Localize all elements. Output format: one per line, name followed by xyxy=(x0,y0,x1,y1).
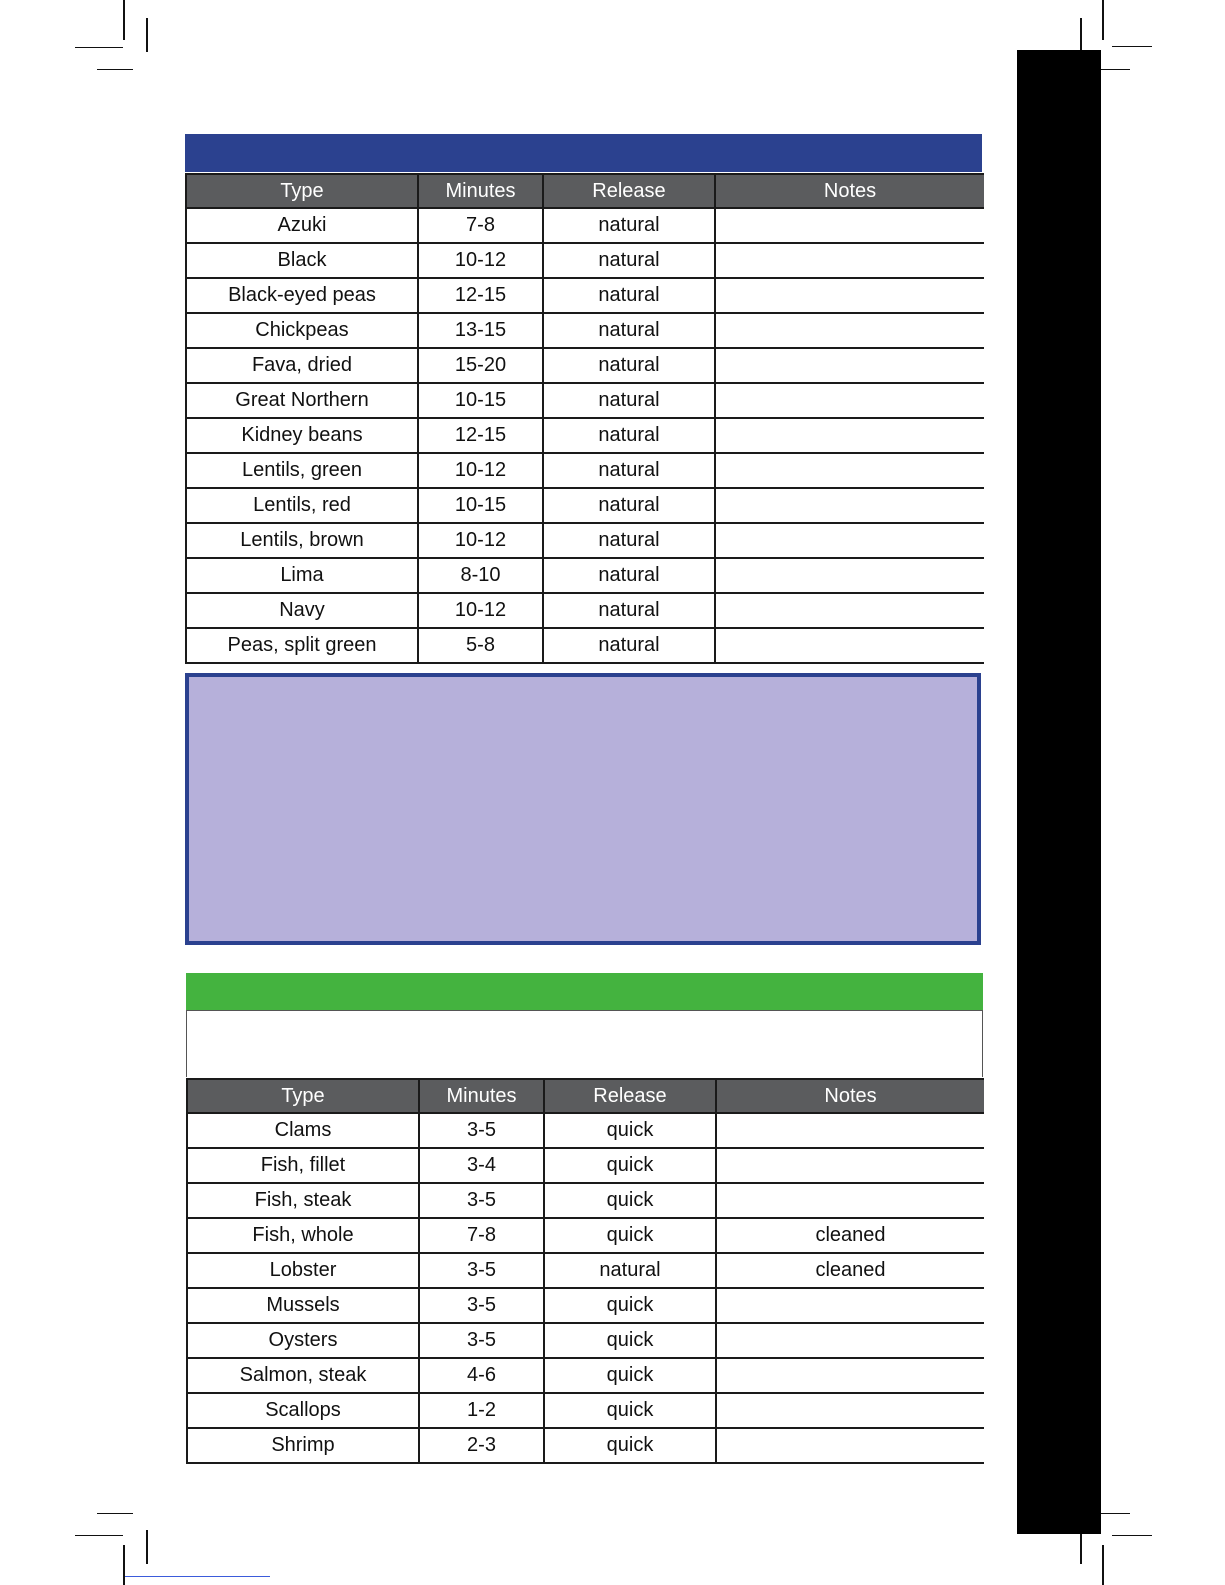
cell-release: quick xyxy=(544,1113,716,1148)
cell-type: Fava, dried xyxy=(186,348,418,383)
cell-notes xyxy=(715,383,984,418)
cell-minutes: 7-8 xyxy=(418,208,543,243)
cell-notes xyxy=(715,348,984,383)
cell-notes xyxy=(716,1113,984,1148)
cell-release: natural xyxy=(543,558,715,593)
cell-type: Peas, split green xyxy=(186,628,418,663)
column-header-release: Release xyxy=(543,174,715,208)
cell-notes xyxy=(715,628,984,663)
cell-type: Lima xyxy=(186,558,418,593)
cell-release: natural xyxy=(544,1253,716,1288)
cell-type: Lentils, red xyxy=(186,488,418,523)
cell-minutes: 3-5 xyxy=(419,1113,544,1148)
cell-release: natural xyxy=(543,383,715,418)
cell-type: Chickpeas xyxy=(186,313,418,348)
table-row xyxy=(187,1253,984,1288)
table-row xyxy=(187,1113,984,1148)
cell-type: Fish, whole xyxy=(187,1218,419,1253)
cell-notes xyxy=(715,453,984,488)
cell-release: quick xyxy=(544,1148,716,1183)
cell-notes: cleaned xyxy=(716,1253,984,1288)
cell-notes xyxy=(716,1288,984,1323)
table-row xyxy=(187,1148,984,1183)
cell-release: natural xyxy=(543,243,715,278)
column-header-minutes: Minutes xyxy=(418,174,543,208)
cell-minutes: 15-20 xyxy=(418,348,543,383)
cell-minutes: 5-8 xyxy=(418,628,543,663)
column-header-notes: Notes xyxy=(715,174,984,208)
crop-mark xyxy=(1112,1535,1152,1536)
table-row xyxy=(186,453,984,488)
cell-notes xyxy=(715,313,984,348)
cell-notes xyxy=(715,278,984,313)
cell-notes xyxy=(716,1148,984,1183)
table-row xyxy=(186,278,984,313)
cell-type: Navy xyxy=(186,593,418,628)
table-row xyxy=(186,628,984,663)
crop-mark xyxy=(75,47,123,48)
cell-release: natural xyxy=(543,628,715,663)
crop-mark xyxy=(1080,1530,1082,1564)
seafood-table xyxy=(186,1078,984,1464)
crop-mark xyxy=(75,1535,123,1536)
cell-type: Great Northern xyxy=(186,383,418,418)
cell-type: Lentils, brown xyxy=(186,523,418,558)
table-row xyxy=(187,1393,984,1428)
cell-release: natural xyxy=(543,593,715,628)
cell-type: Salmon, steak xyxy=(187,1358,419,1393)
cell-type: Fish, fillet xyxy=(187,1148,419,1183)
cell-notes xyxy=(715,243,984,278)
cell-minutes: 8-10 xyxy=(418,558,543,593)
cell-minutes: 1-2 xyxy=(419,1393,544,1428)
cell-type: Black xyxy=(186,243,418,278)
cell-notes xyxy=(716,1393,984,1428)
cell-notes xyxy=(716,1428,984,1463)
table-row xyxy=(187,1288,984,1323)
crop-mark xyxy=(146,1530,148,1564)
table-row xyxy=(187,1358,984,1393)
cell-notes xyxy=(715,418,984,453)
crop-mark xyxy=(123,0,125,40)
cell-type: Clams xyxy=(187,1113,419,1148)
table-row xyxy=(186,523,984,558)
cell-type: Kidney beans xyxy=(186,418,418,453)
cell-type: Lentils, green xyxy=(186,453,418,488)
table-row xyxy=(186,348,984,383)
cell-type: Azuki xyxy=(186,208,418,243)
cell-release: quick xyxy=(544,1288,716,1323)
cell-minutes: 3-5 xyxy=(419,1288,544,1323)
table-row xyxy=(186,488,984,523)
cell-minutes: 10-12 xyxy=(418,453,543,488)
cell-release: quick xyxy=(544,1183,716,1218)
cell-release: quick xyxy=(544,1428,716,1463)
cell-notes xyxy=(715,208,984,243)
table-row xyxy=(186,558,984,593)
cell-notes: cleaned xyxy=(716,1218,984,1253)
cell-notes xyxy=(716,1183,984,1218)
cell-type: Mussels xyxy=(187,1288,419,1323)
table-row xyxy=(186,383,984,418)
column-header-minutes: Minutes xyxy=(419,1079,544,1113)
beans-note-box xyxy=(185,673,981,945)
cell-minutes: 13-15 xyxy=(418,313,543,348)
cell-type: Fish, steak xyxy=(187,1183,419,1218)
crop-mark xyxy=(1102,1545,1104,1585)
cell-minutes: 10-15 xyxy=(418,383,543,418)
table-row xyxy=(186,243,984,278)
table-header-row xyxy=(186,174,984,208)
cell-release: natural xyxy=(543,453,715,488)
table-row xyxy=(186,593,984,628)
cell-notes xyxy=(715,523,984,558)
cell-notes xyxy=(716,1323,984,1358)
cell-release: natural xyxy=(543,278,715,313)
cell-type: Oysters xyxy=(187,1323,419,1358)
cell-type: Shrimp xyxy=(187,1428,419,1463)
crop-mark xyxy=(123,1545,125,1585)
cell-minutes: 3-5 xyxy=(419,1323,544,1358)
cell-notes xyxy=(715,593,984,628)
cell-release: natural xyxy=(543,488,715,523)
underline-link-fragment xyxy=(125,1576,270,1577)
beans-section-banner xyxy=(185,134,982,172)
cell-release: natural xyxy=(543,313,715,348)
cell-release: quick xyxy=(544,1323,716,1358)
crop-mark xyxy=(97,1513,133,1514)
cell-type: Lobster xyxy=(187,1253,419,1288)
column-header-release: Release xyxy=(544,1079,716,1113)
cell-minutes: 3-4 xyxy=(419,1148,544,1183)
cell-minutes: 10-12 xyxy=(418,523,543,558)
cell-notes xyxy=(715,558,984,593)
table-row xyxy=(187,1428,984,1463)
cell-release: quick xyxy=(544,1393,716,1428)
table-row xyxy=(186,418,984,453)
cell-minutes: 7-8 xyxy=(419,1218,544,1253)
table-row xyxy=(187,1323,984,1358)
cell-minutes: 12-15 xyxy=(418,418,543,453)
cell-release: natural xyxy=(543,348,715,383)
crop-mark xyxy=(146,18,148,52)
cell-minutes: 10-12 xyxy=(418,593,543,628)
cell-type: Black-eyed peas xyxy=(186,278,418,313)
cell-release: quick xyxy=(544,1358,716,1393)
table-row xyxy=(187,1183,984,1218)
table-row xyxy=(187,1218,984,1253)
cell-release: quick xyxy=(544,1218,716,1253)
black-side-tab xyxy=(1017,50,1101,1534)
table-row xyxy=(186,313,984,348)
crop-mark xyxy=(1102,0,1104,40)
cell-minutes: 3-5 xyxy=(419,1253,544,1288)
cell-notes xyxy=(715,488,984,523)
cell-minutes: 2-3 xyxy=(419,1428,544,1463)
cell-release: natural xyxy=(543,208,715,243)
cell-minutes: 10-12 xyxy=(418,243,543,278)
table-row xyxy=(186,208,984,243)
cell-minutes: 4-6 xyxy=(419,1358,544,1393)
table-header-row xyxy=(187,1079,984,1113)
cell-minutes: 3-5 xyxy=(419,1183,544,1218)
column-header-type: Type xyxy=(186,174,418,208)
column-header-notes: Notes xyxy=(716,1079,984,1113)
crop-mark xyxy=(1112,46,1152,47)
column-header-type: Type xyxy=(187,1079,419,1113)
cell-minutes: 10-15 xyxy=(418,488,543,523)
cell-release: natural xyxy=(543,523,715,558)
crop-mark xyxy=(1080,18,1082,52)
crop-mark xyxy=(97,69,133,70)
seafood-section-banner xyxy=(186,973,983,1010)
beans-table xyxy=(185,173,984,664)
cell-notes xyxy=(716,1358,984,1393)
cell-release: natural xyxy=(543,418,715,453)
cell-minutes: 12-15 xyxy=(418,278,543,313)
seafood-intro-box xyxy=(186,1010,983,1077)
cell-type: Scallops xyxy=(187,1393,419,1428)
